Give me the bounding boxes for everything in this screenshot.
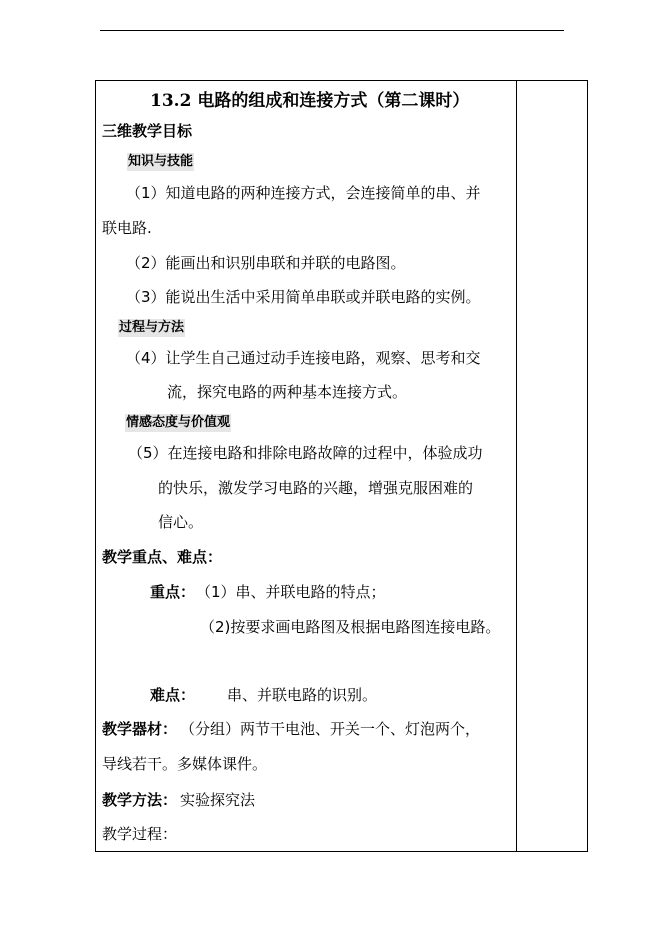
objective-5-line-1: （5）在连接电路和排除电路故障的过程中，体验成功 [128, 444, 483, 462]
teaching-process-label: 教学过程： [102, 825, 178, 843]
objective-4-line-1: （4）让学生自己通过动手连接电路，观察、思考和交 [126, 349, 481, 367]
table-column-divider [516, 80, 517, 852]
equipment-line-1: （分组）两节干电池、开关一个、灯泡两个， [180, 720, 481, 738]
key-point-2: （2)按要求画电路图及根据电路图连接电路。 [200, 618, 501, 636]
difficulty-text: 串、并联电路的识别。 [227, 686, 378, 704]
objective-1-line-1: （1）知道电路的两种连接方式，会连接简单的串、并 [126, 184, 481, 202]
objective-3: （3）能说出生活中采用简单串联或并联电路的实例。 [126, 288, 481, 306]
equipment-label: 教学器材： [102, 720, 178, 738]
objective-1-line-2: 联电路. [102, 219, 152, 237]
equipment-line-2: 导线若干。多媒体课件。 [102, 755, 268, 773]
method-label: 教学方法： [102, 791, 178, 809]
key-label: 重点： [150, 583, 196, 601]
objective-4-line-2: 流，探究电路的两种基本连接方式。 [167, 383, 408, 401]
objective-2: （2）能画出和识别串联和并联的电路图。 [126, 254, 406, 272]
lesson-title: 13.2 电路的组成和连接方式（第二课时） [150, 91, 470, 111]
header-rule [100, 30, 564, 31]
objective-5-line-3: 信心。 [158, 513, 204, 531]
key-point-1: （1）串、并联电路的特点； [196, 583, 386, 601]
method-text: 实验探究法 [180, 791, 256, 809]
keypoints-heading: 教学重点、难点： [102, 548, 223, 566]
difficulty-label: 难点： [150, 686, 196, 704]
emotion-heading: 情感态度与价值观 [126, 415, 231, 430]
objectives-heading: 三维教学目标 [102, 122, 193, 140]
knowledge-heading: 知识与技能 [128, 154, 194, 169]
process-heading: 过程与方法 [119, 320, 185, 335]
objective-5-line-2: 的快乐，激发学习电路的兴趣，增强克服困难的 [158, 479, 474, 497]
